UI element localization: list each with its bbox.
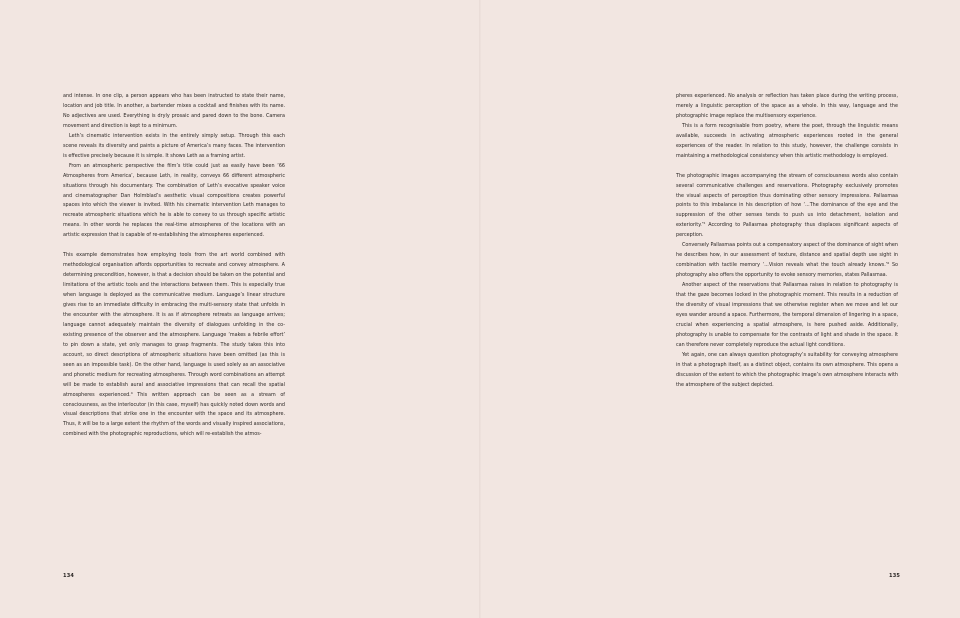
paragraph: Yet again, one can always question photography’s suitability for conveying atmosphere in that a photograph itself, as a distinct object, contains its own atmosphere. This opens a discussion of the extent to which the photographic image’s own atmosphere interacts with the atmosphere of the subject depicted. (676, 351, 898, 388)
paragraph: From an atmospheric perspective the film’s title could just as easily have been ‘66 Atmospheres from America’, because Leth, in reality, conveys 66 different atmospheric situations through his documentary. The combination of Leth’s evocative speaker voice and cinematographer Dan Holmblad’s aesthetic visual compositions creates powerful spaces into which the viewer is invited. With his cinematic intervention Leth manages to recreate atmospheric situations which he is able to convey to us through specific artistic means. In other words he replaces the real-time atmospheres of the locations with an artistic expression that is capable of re-establishing the atmospheres experienced. (63, 162, 285, 239)
right-text-column (676, 92, 898, 391)
paragraph: The photographic images accompanying the stream of consciousness words also contain several communicative challenges and reservations. Photography exclusively promotes the visual aspects of perception thus dominating other sensory impressions. Pallasmaa points to this imbalance in his description of how ‘...The dominance of the eye and the suppression of the other senses tends to push us into detachment, isolation and exteriority.’⁵ According to Pallasmaa photography thus displaces significant aspects of perception. (676, 172, 898, 239)
paragraph: and intense. In one clip, a person appears who has been instructed to state their name, location and job title. In another, a bartender mixes a cocktail and finishes with its name. No adjectives are used. Everything is dryly prosaic and pared down to the bone. Camera movement and direction is kept to a minimum. (63, 93, 285, 129)
paragraph: Leth’s cinematic intervention exists in the entirely simply setup. Through this each scene reveals its diversity and paints a picture of America’s many faces. The intervention is effective precisely because it is simple. It shows Leth as a framing artist. (63, 132, 285, 159)
left-text-column (63, 92, 285, 440)
paragraph: This is a form recognisable from poetry, where the poet, through the linguistic means available, succeeds in activating atmospheric experiences rooted in the general experiences of the reader. In relation to this study, however, the challenge consists in maintaining a methodological consistency when this artistic methodology is employed. (676, 122, 898, 159)
paragraph: Conversely Pallasmaa points out a compensatory aspect of the dominance of sight when he describes how, in our assessment of texture, distance and spatial depth use sight in combination with tactile memory ‘...Vision reveals what the touch already knows.’⁶ So photography also offers the opportunity to evoke sensory memories, states Pallasmaa. (676, 242, 898, 279)
page-number-left: 134 (63, 573, 75, 579)
paragraph: pheres experienced. No analysis or reflection has taken place during the writing process, merely a linguistic perception of the space as a whole. In this way, language and the photographic image replace the multisensory experience. (676, 93, 898, 119)
paragraph: This example demonstrates how employing tools from the art world combined with methodological organisation affords opportunities to recreate and convey atmosphere. A determining precondition, however, is that a decision should be taken on the potential and limitations of the artistic tools and the interactions between them. This is especially true when language is deployed as the communicative medium. Language’s linear structure gives rise to an immediate difficulty in embracing the multi-sensory state that unfolds in the encounter with the atmosphere. It is as if atmosphere retreats as language arrives; language cannot adequately maintain the diversity of dialogues unfolding in the co-existing presence of the observer and the atmosphere. Language ‘makes a febrile effort’ to pin down a state, yet only manages to grasp fragments. The study takes this into account, so direct descriptions of atmospheric situations have been omitted (as this is seen as an impossible task). On the other hand, language is used solely as an associative and phonetic medium for recreating atmospheres. Through word combinations an attempt will be made to establish aural and associative impressions that can recall the spatial atmospheres experienced.⁴ This written approach can be seen as a stream of consciousness, as the interlocutor (in this case, myself) has quickly noted down words and visual descriptions that strike one in the encounter with the space and its atmosphere. Thus, it will be to a large extent the rhythm of the words and visually inspired associations, combined with the photographic reproductions, which will re-establish the atmos- (63, 252, 285, 438)
page-number-right: 135 (889, 573, 901, 579)
right-page (480, 0, 960, 618)
paragraph: Another aspect of the reservations that Pallasmaa raises in relation to photography is that the gaze becomes locked in the photographic moment. This results in a reduction of the diversity of visual impressions that we otherwise register when we move and let our eyes wander around a space. Furthermore, the temporal dimension of lingering in a space, crucial when experiencing a spatial atmosphere, is here pushed aside. Additionally, photography is unable to compensate for the contrasts of light and shade in the space. It can therefore never completely reproduce the actual light conditions. (676, 282, 898, 348)
